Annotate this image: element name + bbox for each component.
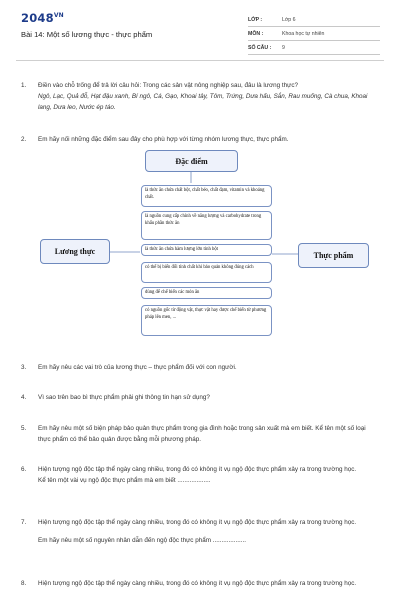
question-text: Vì sao trên bao bì thực phẩm phải ghi thông tin hạn sử dụng? [38,394,210,401]
meta-value: 9 [282,44,285,51]
meta-value: Lớp 6 [282,16,296,23]
header-box: Đặc điểm [145,150,238,172]
right-box[interactable]: Thực phẩm [298,243,369,268]
meta-row-count [248,41,380,55]
feature-item[interactable]: có nguồn gốc từ động vật, thực vật hay được chế biến từ phương pháp lên men, ... [141,305,272,336]
question-number: 2. [21,136,27,143]
meta-row-class [248,13,380,27]
logo-suffix: VN [53,12,64,20]
feature-item[interactable]: có thể bị biến đổi tính chất khi bảo quản không đúng cách [141,262,272,283]
question-text: Hiện tượng ngộ độc tập thể ngày càng nhiều, trong đó có không ít vụ ngộ độc thực phẩm xảy ra trong trường học. [38,519,357,526]
header-divider [16,60,384,61]
meta-row-subject [248,27,380,41]
question-2 [21,134,380,145]
question-5 [21,423,380,445]
feature-item[interactable]: là thức ăn chứa hàm lượng lớn tinh bột [141,244,272,256]
question-text: Em hãy nêu một số biện pháp bảo quản thực phẩm trong gia đình hoặc trong sản xuất mà em biết. Kể tên một số loại thực phẩm có thể bảo quản được bằng mỗi phương pháp. [38,425,366,443]
question-number: 4. [21,394,27,401]
left-box[interactable]: Lương thực [40,239,110,264]
question-items: Ngô, Lạc, Quả đỗ, Hạt đậu xanh, Bí ngô, Cá, Gạo, Khoai tây, Tôm, Trứng, Dưa hấu, Sắn, Rau muống, Cà chua, Khoai lang, Dưa leo, Nước ép táo. [38,93,368,111]
question-text: Hiện tượng ngộ độc tập thể ngày càng nhiều, trong đó có không ít vụ ngộ độc thực phẩm xảy ra trong trường học. [38,580,357,587]
question-number: 5. [21,425,27,432]
meta-table [248,13,380,55]
question-4 [21,392,380,403]
meta-key: MÔN : [248,30,264,37]
question-text: Hiện tượng ngộ độc tập thể ngày càng nhiều, trong đó có không ít vụ ngộ độc thực phẩm xảy ra trong trường học. [38,466,357,473]
site-logo[interactable] [21,11,64,25]
lesson-title: Bài 14: Một số lương thực - thực phẩm [21,30,153,39]
question-3 [21,362,380,373]
question-7 [21,517,380,546]
question-text: Điền vào chỗ trống để trả lời câu hỏi: Trong các sản vật nông nghiệp sau, đâu là lương thực? [38,82,298,89]
question-number: 8. [21,580,27,587]
question-number: 1. [21,82,27,89]
feature-item[interactable]: là thức ăn chứa chất bột, chất béo, chất đạm, vitamin và khoáng chất. [141,185,272,207]
question-1 [21,80,380,113]
question-number: 3. [21,364,27,371]
question-text: Em hãy nối những đặc điểm sau đây cho phù hợp với từng nhóm lương thực, thực phẩm. [38,136,289,143]
question-number: 6. [21,466,27,473]
question-8 [21,578,380,589]
question-text: Em hãy nêu các vai trò của lương thực – thực phẩm đối với con người. [38,364,237,371]
meta-key: SỐ CÂU : [248,44,272,51]
logo-text: 2048 [21,11,54,25]
question-prompt: Em hãy nêu một số nguyên nhân dẫn đến ngộ độc thực phẩm ................... [38,537,246,544]
question-number: 7. [21,519,27,526]
meta-key: LỚP : [248,16,263,23]
question-6 [21,464,380,486]
meta-value: Khoa học tự nhiên [282,30,325,37]
feature-item[interactable]: là nguồn cung cấp chính về năng lượng và carbohydrate trong khẩu phần thức ăn [141,211,272,240]
feature-item[interactable]: dùng để chế biến các món ăn [141,287,272,299]
question-prompt: Kể tên một vài vụ ngộ độc thực phẩm mà em biết ................... [38,477,211,484]
